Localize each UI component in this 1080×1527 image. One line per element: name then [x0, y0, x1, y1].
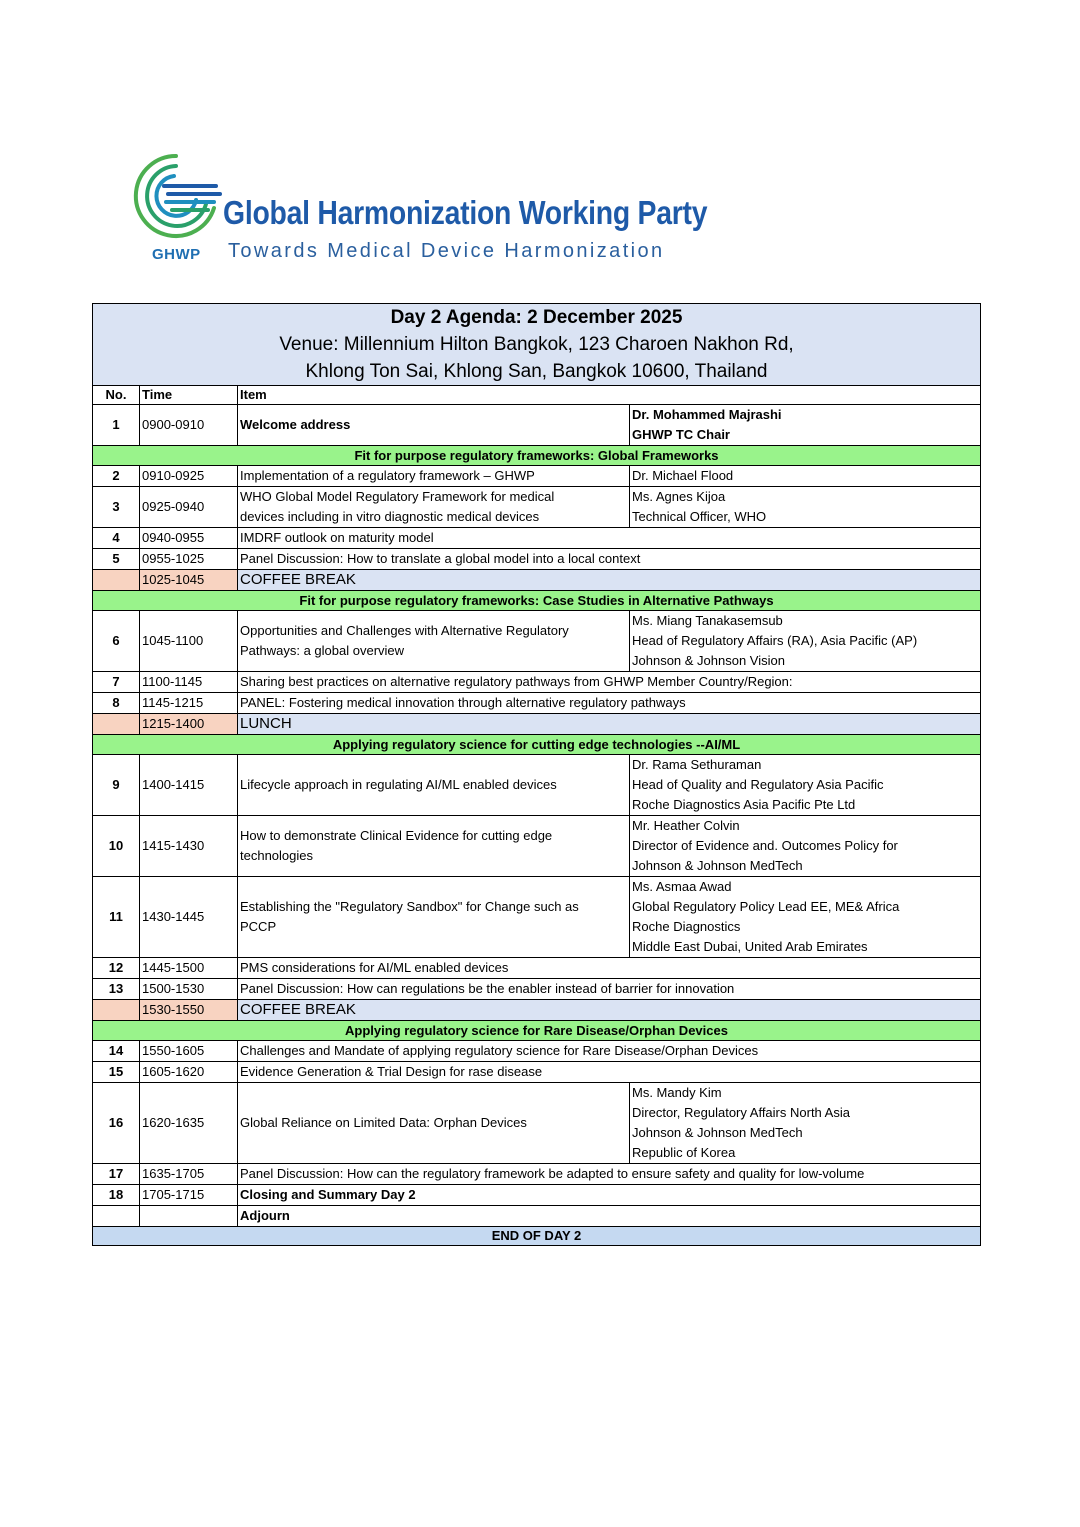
- section-row: [93, 591, 981, 611]
- table-row: [93, 672, 981, 693]
- row-item-line: How to demonstrate Clinical Evidence for cutting edge: [240, 828, 553, 843]
- speaker-role: Director, Regulatory Affairs North Asia: [632, 1105, 850, 1120]
- column-header-row: [93, 386, 981, 405]
- row-number: 10: [93, 816, 140, 877]
- row-time: 1705-1715: [140, 1185, 238, 1206]
- section-title: Applying regulatory science for cutting edge technologies --AI/ML: [93, 735, 981, 755]
- row-number: 18: [93, 1185, 140, 1206]
- row-time: 0925-0940: [140, 487, 238, 528]
- row-speaker: [630, 755, 981, 816]
- row-item-line: Establishing the "Regulatory Sandbox" for Change such as: [240, 899, 579, 914]
- break-row: [93, 1000, 981, 1021]
- row-number: 14: [93, 1041, 140, 1062]
- venue-line-2: Khlong Ton Sai, Khlong San, Bangkok 10600, Thailand: [305, 361, 768, 382]
- row-item: Panel Discussion: How can regulations be the enabler instead of barrier for innovation: [238, 979, 981, 1000]
- table-row: [93, 693, 981, 714]
- break-number-cell: [93, 714, 140, 735]
- section-title: Fit for purpose regulatory frameworks: Global Frameworks: [93, 446, 981, 466]
- row-speaker: [630, 877, 981, 958]
- table-row: [93, 1083, 981, 1164]
- row-item: [238, 877, 630, 958]
- row-item: Sharing best practices on alternative regulatory pathways from GHWP Member Country/Region:: [238, 672, 981, 693]
- row-time: 1100-1145: [140, 672, 238, 693]
- row-item-line: PCCP: [240, 919, 277, 934]
- column-header-item: Item: [238, 386, 981, 405]
- row-time: 0910-0925: [140, 466, 238, 487]
- row-item-line: technologies: [240, 848, 313, 863]
- row-item-line: devices including in vitro diagnostic medical devices: [240, 509, 540, 524]
- row-item: [238, 816, 630, 877]
- row-item: PMS considerations for AI/ML enabled devices: [238, 958, 981, 979]
- speaker-role: Head of Quality and Regulatory Asia Pacific: [632, 777, 884, 792]
- section-row: [93, 1021, 981, 1041]
- row-number: [93, 1206, 140, 1227]
- table-row: [93, 405, 981, 446]
- speaker-organization: Johnson & Johnson MedTech: [632, 1125, 803, 1140]
- break-label: COFFEE BREAK: [238, 1000, 981, 1021]
- speaker-role: Global Regulatory Policy Lead EE, ME& Africa: [632, 899, 900, 914]
- row-number: 13: [93, 979, 140, 1000]
- row-number: 1: [93, 405, 140, 446]
- row-time: 1145-1215: [140, 693, 238, 714]
- section-title: Fit for purpose regulatory frameworks: Case Studies in Alternative Pathways: [93, 591, 981, 611]
- column-header-no: No.: [93, 386, 140, 405]
- speaker-name: Ms. Miang Tanakasemsub: [632, 613, 783, 628]
- row-item: PANEL: Fostering medical innovation through alternative regulatory pathways: [238, 693, 981, 714]
- end-row: [93, 1227, 981, 1246]
- table-row: [93, 877, 981, 958]
- row-item: Evidence Generation & Trial Design for rase disease: [238, 1062, 981, 1083]
- column-header-time: Time: [140, 386, 238, 405]
- row-time: 1550-1605: [140, 1041, 238, 1062]
- speaker-role: GHWP TC Chair: [632, 427, 730, 442]
- adjourn-label: Adjourn: [238, 1206, 981, 1227]
- row-number: 8: [93, 693, 140, 714]
- row-item: Global Reliance on Limited Data: Orphan Devices: [238, 1083, 630, 1164]
- agenda-header-row: [93, 304, 981, 386]
- table-row: [93, 528, 981, 549]
- speaker-location: Middle East Dubai, United Arab Emirates: [632, 939, 868, 954]
- row-time: 1635-1705: [140, 1164, 238, 1185]
- ghwp-logo: [128, 148, 728, 268]
- speaker-name: Mr. Heather Colvin: [632, 818, 740, 833]
- table-row: [93, 549, 981, 570]
- break-time: 1025-1045: [140, 570, 238, 591]
- row-number: 12: [93, 958, 140, 979]
- row-item-line: Opportunities and Challenges with Alternative Regulatory: [240, 623, 569, 638]
- row-time: 0900-0910: [140, 405, 238, 446]
- speaker-name: Ms. Asmaa Awad: [632, 879, 732, 894]
- speaker-organization: Johnson & Johnson MedTech: [632, 858, 803, 873]
- agenda-title: Day 2 Agenda: 2 December 2025: [390, 307, 683, 328]
- row-number: 2: [93, 466, 140, 487]
- row-item: Welcome address: [238, 405, 630, 446]
- row-time: 1500-1530: [140, 979, 238, 1000]
- break-label: COFFEE BREAK: [238, 570, 981, 591]
- row-time: 1045-1100: [140, 611, 238, 672]
- row-time: 1415-1430: [140, 816, 238, 877]
- table-row: [93, 1041, 981, 1062]
- section-row: [93, 446, 981, 466]
- speaker-location: Republic of Korea: [632, 1145, 736, 1160]
- row-number: 15: [93, 1062, 140, 1083]
- row-number: 16: [93, 1083, 140, 1164]
- row-speaker: [630, 487, 981, 528]
- logo-title: Global Harmonization Working Party: [223, 194, 708, 231]
- table-row: [93, 755, 981, 816]
- table-row: [93, 1062, 981, 1083]
- row-time: 0940-0955: [140, 528, 238, 549]
- break-row: [93, 570, 981, 591]
- row-number: 9: [93, 755, 140, 816]
- table-row: [93, 1185, 981, 1206]
- venue-line-1: Venue: Millennium Hilton Bangkok, 123 Charoen Nakhon Rd,: [279, 334, 794, 355]
- end-of-day-label: END OF DAY 2: [93, 1227, 981, 1246]
- row-speaker: [630, 816, 981, 877]
- table-row: [93, 958, 981, 979]
- table-row: [93, 611, 981, 672]
- row-number: 17: [93, 1164, 140, 1185]
- row-number: 4: [93, 528, 140, 549]
- table-row: [93, 487, 981, 528]
- row-item: Implementation of a regulatory framework – GHWP: [238, 466, 630, 487]
- speaker-role: Head of Regulatory Affairs (RA), Asia Pacific (AP): [632, 633, 918, 648]
- break-label: LUNCH: [238, 714, 981, 735]
- row-time: [140, 1206, 238, 1227]
- speaker-organization: Roche Diagnostics Asia Pacific Pte Ltd: [632, 797, 856, 812]
- row-item: [238, 487, 630, 528]
- row-time: 0955-1025: [140, 549, 238, 570]
- row-item-line: Pathways: a global overview: [240, 643, 405, 658]
- logo-abbreviation: GHWP: [152, 246, 201, 263]
- row-item: Panel Discussion: How can the regulatory framework be adapted to ensure safety and quality for low-volume: [238, 1164, 981, 1185]
- row-item: [238, 611, 630, 672]
- break-time: 1530-1550: [140, 1000, 238, 1021]
- agenda-header: [93, 304, 981, 386]
- speaker-name: Dr. Mohammed Majrashi: [632, 407, 782, 422]
- table-row: [93, 466, 981, 487]
- adjourn-row: [93, 1206, 981, 1227]
- row-number: 7: [93, 672, 140, 693]
- row-item: Challenges and Mandate of applying regulatory science for Rare Disease/Orphan Devices: [238, 1041, 981, 1062]
- section-row: [93, 735, 981, 755]
- row-item: Panel Discussion: How to translate a global model into a local context: [238, 549, 981, 570]
- speaker-role: Technical Officer, WHO: [632, 509, 767, 524]
- speaker-name: Dr. Rama Sethuraman: [632, 757, 762, 772]
- break-number-cell: [93, 570, 140, 591]
- row-item: Lifecycle approach in regulating AI/ML enabled devices: [238, 755, 630, 816]
- row-time: 1400-1415: [140, 755, 238, 816]
- speaker-name: Ms. Agnes Kijoa: [632, 489, 726, 504]
- ghwp-logo-mark-icon: [128, 148, 223, 243]
- row-time: 1605-1620: [140, 1062, 238, 1083]
- table-row: [93, 1164, 981, 1185]
- row-speaker: [630, 611, 981, 672]
- logo-subtitle: Towards Medical Device Harmonization: [228, 240, 665, 262]
- row-number: 6: [93, 611, 140, 672]
- row-item-line: WHO Global Model Regulatory Framework for medical: [240, 489, 555, 504]
- row-time: 1445-1500: [140, 958, 238, 979]
- row-speaker: [630, 1083, 981, 1164]
- break-row: [93, 714, 981, 735]
- row-speaker: [630, 405, 981, 446]
- row-number: 5: [93, 549, 140, 570]
- speaker-organization: Roche Diagnostics: [632, 919, 741, 934]
- row-time: 1620-1635: [140, 1083, 238, 1164]
- table-row: [93, 979, 981, 1000]
- row-number: 11: [93, 877, 140, 958]
- break-time: 1215-1400: [140, 714, 238, 735]
- row-speaker: Dr. Michael Flood: [630, 466, 981, 487]
- speaker-name: Ms. Mandy Kim: [632, 1085, 722, 1100]
- table-row: [93, 816, 981, 877]
- section-title: Applying regulatory science for Rare Disease/Orphan Devices: [93, 1021, 981, 1041]
- agenda-table: [92, 303, 981, 1246]
- row-time: 1430-1445: [140, 877, 238, 958]
- speaker-role: Director of Evidence and. Outcomes Policy for: [632, 838, 898, 853]
- speaker-organization: Johnson & Johnson Vision: [632, 653, 785, 668]
- row-item: Closing and Summary Day 2: [238, 1185, 981, 1206]
- break-number-cell: [93, 1000, 140, 1021]
- row-number: 3: [93, 487, 140, 528]
- row-item: IMDRF outlook on maturity model: [238, 528, 981, 549]
